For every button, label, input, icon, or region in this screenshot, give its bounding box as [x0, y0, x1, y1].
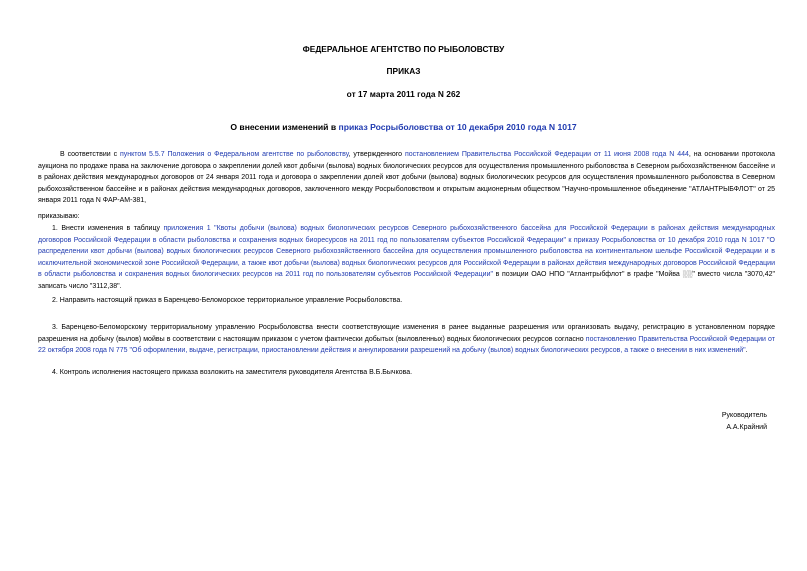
title-prefix: О внесении изменений в — [230, 122, 339, 132]
p5-text-2: . — [745, 347, 748, 355]
document-type: ПРИКАЗ — [386, 66, 421, 76]
p1-link-regulation[interactable]: пунктом 5.5.7 Положения о Федеральном агентстве по рыболовству — [120, 151, 349, 158]
title-link[interactable]: приказ Росрыболовства от 10 декабря 2010 года N 1017 — [338, 122, 577, 132]
p1-link-resolution[interactable]: постановлением Правительства Российской Федерации от 11 июня 2008 года N 444 — [405, 151, 689, 158]
signature-position: Руководитель — [721, 412, 767, 419]
paragraph-item-3 — [38, 322, 775, 357]
paragraph-order: приказываю: — [38, 213, 80, 220]
p1-text-3: , на основании протокола аукциона по продаже права на заключение договора о закреплении долей квот добычи (вылова) водных биологических ресурсов для осуществления промышленного рыболовства в Северном рыбохозяйственном бассейне и в районах действия международных договоров от 24 января 2011 года и договора о закреплении долей квот добычи (вылова) водных биологических ресурсов для осуществления промышленного рыболовства в Северном рыбохозяйственном бассейне и в районах действия международных договоров, заключенного между Росрыболовством и открытым акционерным обществом "Научно-промышленное объединение "АТЛАНТРЫБФЛОТ" от 25 января 2011 года N ФАР-АМ-381, — [38, 151, 776, 205]
p1-text-1: В соответствии с — [60, 151, 120, 158]
p3-text-3: " вместо числа "3070,42" записать число "3112,38". — [38, 271, 776, 290]
signature-name: А.А.Крайний — [726, 423, 767, 431]
paragraph-item-2: 2. Направить настоящий приказ в Баренцево-Беломорское территориальное управление Росрыболовства. — [52, 297, 403, 304]
p1-text-2: , утвержденного — [348, 151, 405, 158]
paragraph-item-1 — [38, 223, 775, 293]
p3-text-1: 1. Внести изменения в таблицу — [52, 225, 164, 232]
agency-name: ФЕДЕРАЛЬНОЕ АГЕНТСТВО ПО РЫБОЛОВСТВУ — [302, 44, 505, 54]
unreadable-glyph: ░░ — [682, 271, 693, 279]
document-date-number: от 17 марта 2011 года N 262 — [346, 89, 461, 99]
paragraph-preamble — [38, 149, 775, 207]
p5-text-1: 3. Баренцево-Беломорскому территориальному управлению Росрыболовства внести соответствующие изменения в ранее выданные разрешения или организовать выдачу, регистрацию в установленном порядке разрешения на добычу (вылов) мойвы в соответствии с настоящим приказом с учетом фактически добытых (выловленных) водных биологических ресурсов согласно — [38, 324, 775, 343]
p3-link-appendix[interactable]: приложения 1 "Квоты добычи (вылова) водных биологических ресурсов Северного рыбохозяйственного бассейна для Российской Федерации в районах действия международных договоров Российской Федерации в области рыболовства и сохранения водных биоресурсов на 2011 год по пользователям субъектов Российской Федерации" к приказу Росрыболовства от 10 декабря 2010 года N 1017 "О распределении квот добычи (вылова) водных биологических ресурсов Северного рыбохозяйственного бассейна для осуществления промышленного рыболовства на континентальном шельфе Российской Федерации и в исключительной экономической зоне Российской Федерации, а также квот добычи (вылова) водных биологических ресурсов для Российской Федерации в районах действия международных договоров Российской Федерации в области рыболовства и сохранения водных биологических ресурсов на 2011 год по пользователям субъектов Российской Федерации" — [38, 225, 775, 279]
document-title — [0, 122, 807, 132]
signature-block — [722, 410, 767, 433]
p3-text-2: в позиции ОАО НПО "Атлантрыбфлот" в графе "Мойва — [493, 271, 683, 279]
p5-link-resolution[interactable]: постановлению Правительства Российской Федерации от 22 октября 2008 года N 775 "Об оформлении, выдаче, регистрации, приостановлении действия и аннулировании разрешений на добычу (вылов) водных биологических ресурсов, а также о внесении в них изменений" — [38, 335, 775, 355]
paragraph-item-4: 4. Контроль исполнения настоящего приказа возложить на заместителя руководителя Агентства В.Б.Бычкова. — [52, 369, 413, 376]
